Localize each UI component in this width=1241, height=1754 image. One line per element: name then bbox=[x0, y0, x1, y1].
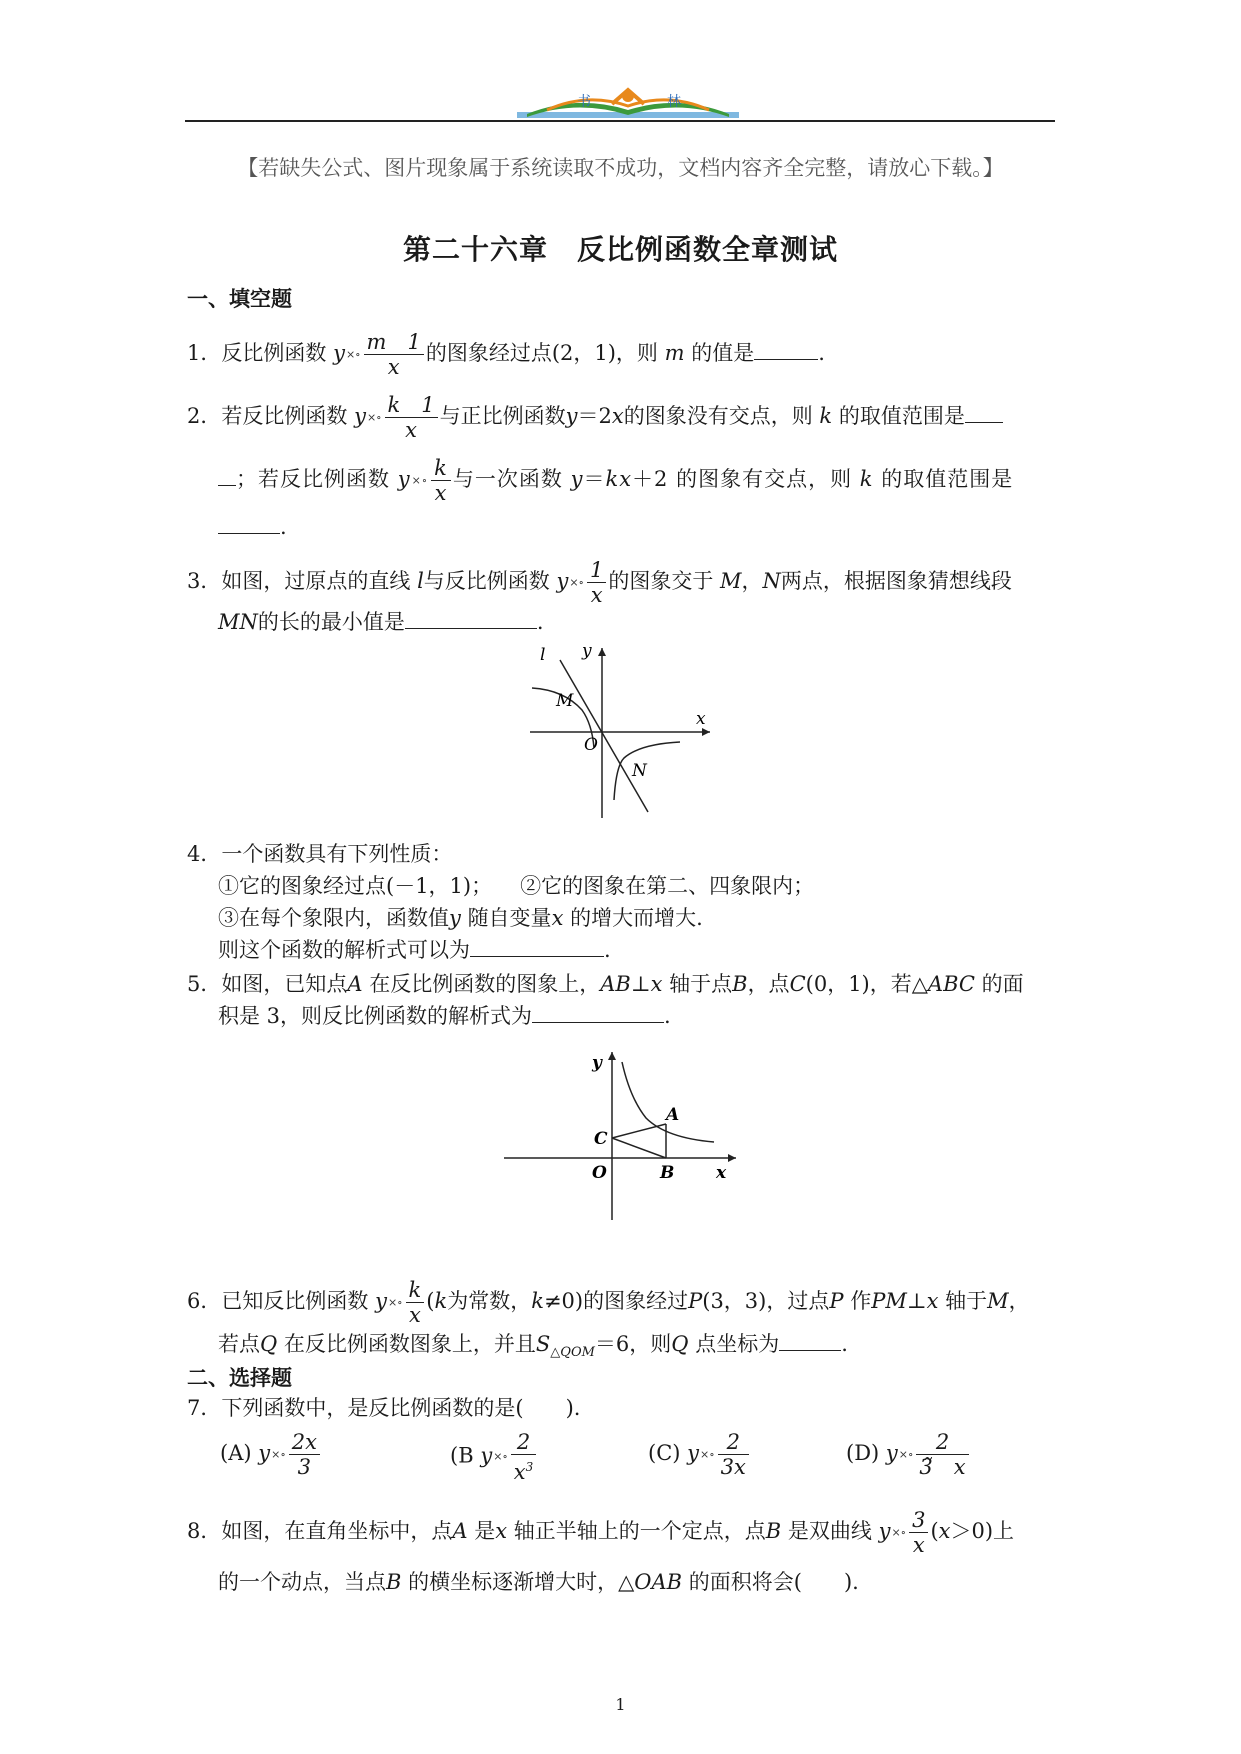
fraction: $\frac{1}{x}$ bbox=[587, 558, 606, 607]
fraction: $\frac{k}{x}$ bbox=[431, 456, 451, 505]
label-B: B bbox=[660, 1163, 675, 1183]
header-rule bbox=[185, 120, 1055, 122]
fraction: $\frac{2}{x^3}$ bbox=[511, 1430, 536, 1484]
question-1: 1．反比例函数 y×∘ $\frac{m 1}{x}$ 的图象经过点(2，1)，则 m 的值是 . bbox=[187, 330, 825, 379]
question-6-line2: 若点Q 在反比例函数图象上，并且$S_{\triangle QOM}=6$，则Q 点坐标为 . bbox=[218, 1332, 848, 1361]
label-M: M bbox=[556, 691, 574, 711]
question-5-line2: 积是 3，则反比例函数的解析式为 . bbox=[218, 1004, 671, 1028]
fraction: $\frac{k}{x}$ bbox=[406, 1278, 425, 1327]
question-7: 7．下列函数中，是反比例函数的是( ). bbox=[187, 1396, 581, 1420]
option-d: (D) y×∘ $\frac{2}{3̃ x}$ bbox=[846, 1430, 971, 1479]
label-x: x bbox=[716, 1163, 727, 1183]
answer-blank bbox=[965, 402, 1003, 423]
option-b: (B y×∘ $\frac{2}{x^3}$ bbox=[450, 1430, 538, 1484]
label-N: N bbox=[632, 761, 647, 781]
label-l: l bbox=[540, 645, 546, 665]
question-4: 4．一个函数具有下列性质： bbox=[187, 842, 453, 866]
figure-q3 bbox=[520, 640, 720, 820]
figure-q5 bbox=[500, 1048, 740, 1228]
question-4-props-1: ①它的图象经过点(－1，1)； ②它的图象在第二、四象限内； bbox=[218, 874, 815, 898]
logo-text: 书 bbox=[577, 94, 591, 110]
question-2-line2: ；若反比例函数 y×∘ $\frac{k}{x}$ 与一次函数 y＝kx＋2 的图象有交点，则 k 的取值范围是 bbox=[218, 456, 1013, 505]
question-3: 3．如图，过原点的直线 l与反比例函数 y×∘ $\frac{1}{x}$ 的图象交于 M，N两点，根据图象猜想线段 bbox=[187, 558, 1012, 607]
answer-blank bbox=[754, 339, 818, 360]
option-c: (C) y×∘ $\frac{2}{3x}$ bbox=[648, 1430, 751, 1479]
logo bbox=[517, 86, 739, 120]
answer-blank bbox=[218, 513, 280, 534]
fraction: $\frac{2}{3̃ x}$ bbox=[916, 1430, 968, 1479]
page-title: 第二十六章 反比例函数全章测试 bbox=[402, 233, 838, 266]
option-a: (A) y×∘ $\frac{2x}{3}$ bbox=[220, 1430, 322, 1479]
fraction: $\frac{2}{3x}$ bbox=[718, 1430, 749, 1479]
logo-image bbox=[517, 86, 739, 120]
fraction: $\frac{3}{x}$ bbox=[909, 1508, 928, 1557]
label-x: x bbox=[696, 709, 706, 729]
question-8: 8．如图，在直角坐标中，点A 是x 轴正半轴上的一个定点，点B 是双曲线 y×∘ $\frac{3}{x}$ (x＞0)上 bbox=[187, 1508, 1015, 1557]
label-A: A bbox=[666, 1105, 680, 1125]
label-y: y bbox=[582, 641, 592, 661]
fraction: $\frac{k 1}{x}$ bbox=[385, 393, 438, 442]
label-origin: O bbox=[584, 735, 598, 755]
question-4-props-2: ③在每个象限内，函数值y 随自变量x 的增大而增大. bbox=[218, 906, 703, 930]
question-5: 5．如图，已知点A 在反比例函数的图象上，AB⊥x 轴于点B，点C(0，1)，若△ABC 的面 bbox=[187, 972, 1024, 996]
section-choice: 二、选择题 bbox=[187, 1366, 292, 1390]
page-number: 1 bbox=[615, 1695, 626, 1714]
fraction: $\frac{2x}{3}$ bbox=[289, 1430, 320, 1479]
download-notice: 【若缺失公式、图片现象属于系统读取不成功，文档内容齐全完整，请放心下载。】 bbox=[237, 156, 1004, 180]
answer-blank bbox=[470, 936, 604, 957]
label-y: y bbox=[592, 1053, 602, 1073]
answer-blank bbox=[779, 1330, 841, 1351]
question-8-line2: 的一个动点，当点B 的横坐标逐渐增大时，△OAB 的面积将会( ). bbox=[218, 1570, 859, 1594]
question-6: 6．已知反比例函数 y×∘ $\frac{k}{x}$ (k为常数，k≠0)的图象经过P(3，3)，过点P 作PM⊥x 轴于M， bbox=[187, 1278, 1030, 1327]
question-3-line2: MN的长的最小值是 . bbox=[218, 610, 544, 634]
question-4-line4: 则这个函数的解析式可以为 . bbox=[218, 938, 611, 962]
answer-blank bbox=[532, 1002, 664, 1023]
question-2: 2．若反比例函数 y×∘ $\frac{k 1}{x}$ 与正比例函数y＝2x的图象没有交点，则 k 的取值范围是 bbox=[187, 393, 1003, 442]
label-origin: O bbox=[592, 1163, 607, 1183]
section-fill-in: 一、填空题 bbox=[187, 287, 292, 311]
answer-blank bbox=[405, 608, 537, 629]
svg-text:林: 林 bbox=[667, 94, 681, 110]
label-C: C bbox=[594, 1129, 608, 1149]
answer-blank bbox=[218, 465, 236, 486]
question-2-line3: . bbox=[218, 513, 287, 541]
fraction: $\frac{m 1}{x}$ bbox=[364, 330, 424, 379]
